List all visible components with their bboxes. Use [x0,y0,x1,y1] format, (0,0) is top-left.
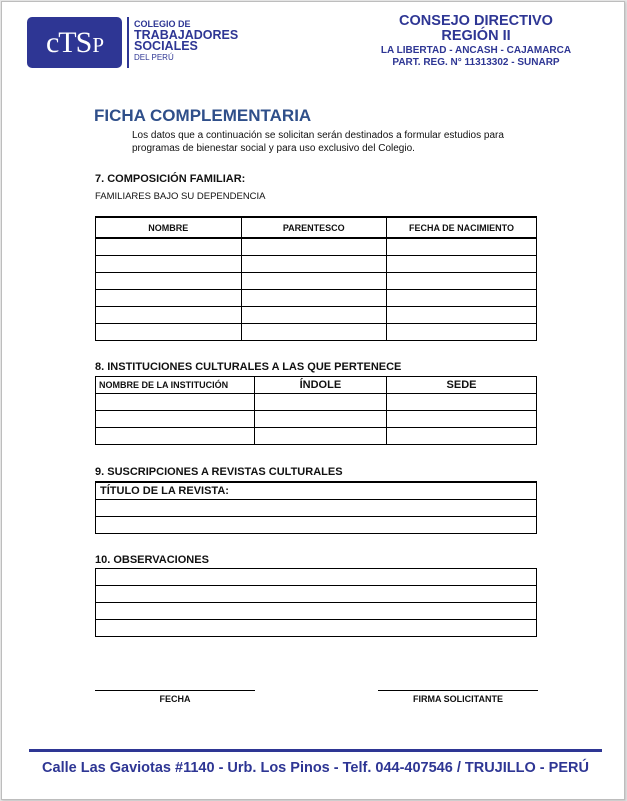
blank-cell[interactable] [387,324,537,341]
table-row [96,517,537,534]
blank-cell[interactable] [241,307,387,324]
brand-line: COLEGIO DE [134,19,191,29]
blank-cell[interactable] [96,238,242,256]
date-line [95,690,255,691]
brand-name [134,19,238,63]
blank-cell[interactable] [241,273,387,290]
blank-cell[interactable] [96,428,255,445]
blank-cell[interactable] [96,290,242,307]
section-7-title: 7. COMPOSICIÓN FAMILIAR: [95,173,246,185]
section-9-title: 9. SUSCRIPCIONES A REVISTAS CULTURALES [95,466,343,478]
institutions-table [95,376,537,445]
blank-cell[interactable] [241,256,387,273]
blank-cell[interactable] [254,411,386,428]
column-header: PARENTESCO [241,217,387,238]
blank-cell[interactable] [96,394,255,411]
column-header: FECHA DE NACIMIENTO [387,217,537,238]
council-line: REGIÓN II [441,28,511,44]
blank-cell[interactable] [96,569,537,586]
council-header [366,14,586,69]
column-header: NOMBRE [96,217,242,238]
table-row [96,411,537,428]
blank-cell[interactable] [96,273,242,290]
table-row [96,586,537,603]
blank-cell[interactable] [96,307,242,324]
blank-cell[interactable] [387,290,537,307]
table-row [96,603,537,620]
form-intro: Los datos que a continuación se solicitan serán destinados a formular estudios para programas de bienestar social y para uso exclusivo del Colegio. [132,130,504,154]
blank-cell[interactable] [96,517,537,534]
blank-cell[interactable] [387,256,537,273]
section-7-subtitle: FAMILIARES BAJO SU DEPENDENCIA [95,191,266,202]
footer-address: Calle Las Gaviotas #1140 - Urb. Los Pinos - Telf. 044-407546 / TRUJILLO - PERÚ [42,760,589,776]
council-line: PART. REG. N° 11313302 - SUNARP [392,57,560,68]
blank-cell[interactable] [96,324,242,341]
logo-divider [127,17,129,68]
table-row [96,500,537,517]
blank-cell[interactable] [241,324,387,341]
column-header: TÍTULO DE LA REVISTA: [96,482,537,500]
council-line: CONSEJO DIRECTIVO [399,13,553,29]
blank-cell[interactable] [241,238,387,256]
table-row [96,238,537,256]
magazines-table [95,481,537,534]
table-row [96,394,537,411]
blank-cell[interactable] [387,238,537,256]
section-10-title: 10. OBSERVACIONES [95,554,209,566]
blank-cell[interactable] [96,500,537,517]
blank-cell[interactable] [254,428,386,445]
column-header: ÍNDOLE [254,377,386,394]
blank-cell[interactable] [96,620,537,637]
form-title: FICHA COMPLEMENTARIA [94,106,312,125]
blank-cell[interactable] [96,586,537,603]
blank-cell[interactable] [241,290,387,307]
blank-cell[interactable] [387,394,537,411]
table-row [96,273,537,290]
blank-cell[interactable] [96,256,242,273]
table-row [96,307,537,324]
table-row [96,428,537,445]
table-row [96,620,537,637]
family-table [95,216,537,341]
column-header: SEDE [387,377,537,394]
brand-line: TRABAJADORES [134,28,239,42]
blank-cell[interactable] [387,273,537,290]
table-row [96,324,537,341]
blank-cell[interactable] [387,411,537,428]
observations-table [95,568,537,637]
footer-rule [29,749,602,752]
section-8-title: 8. INSTITUCIONES CULTURALES A LAS QUE PERTENECE [95,361,402,373]
brand-line: DEL PERÚ [134,53,174,62]
blank-cell[interactable] [96,603,537,620]
signature-label: FIRMA SOLICITANTE [413,694,503,704]
blank-cell[interactable] [387,307,537,324]
table-row [96,569,537,586]
table-row [96,290,537,307]
blank-cell[interactable] [96,411,255,428]
document-page [1,1,625,800]
date-label: FECHA [159,694,191,704]
ctsp-logo: cTS P [27,17,122,68]
blank-cell[interactable] [254,394,386,411]
column-header: NOMBRE DE LA INSTITUCIÓN [96,377,255,394]
table-row [96,256,537,273]
signature-line [378,690,538,691]
blank-cell[interactable] [387,428,537,445]
council-line: LA LIBERTAD - ANCASH - CAJAMARCA [380,45,572,56]
brand-line: SOCIALES [134,39,198,53]
